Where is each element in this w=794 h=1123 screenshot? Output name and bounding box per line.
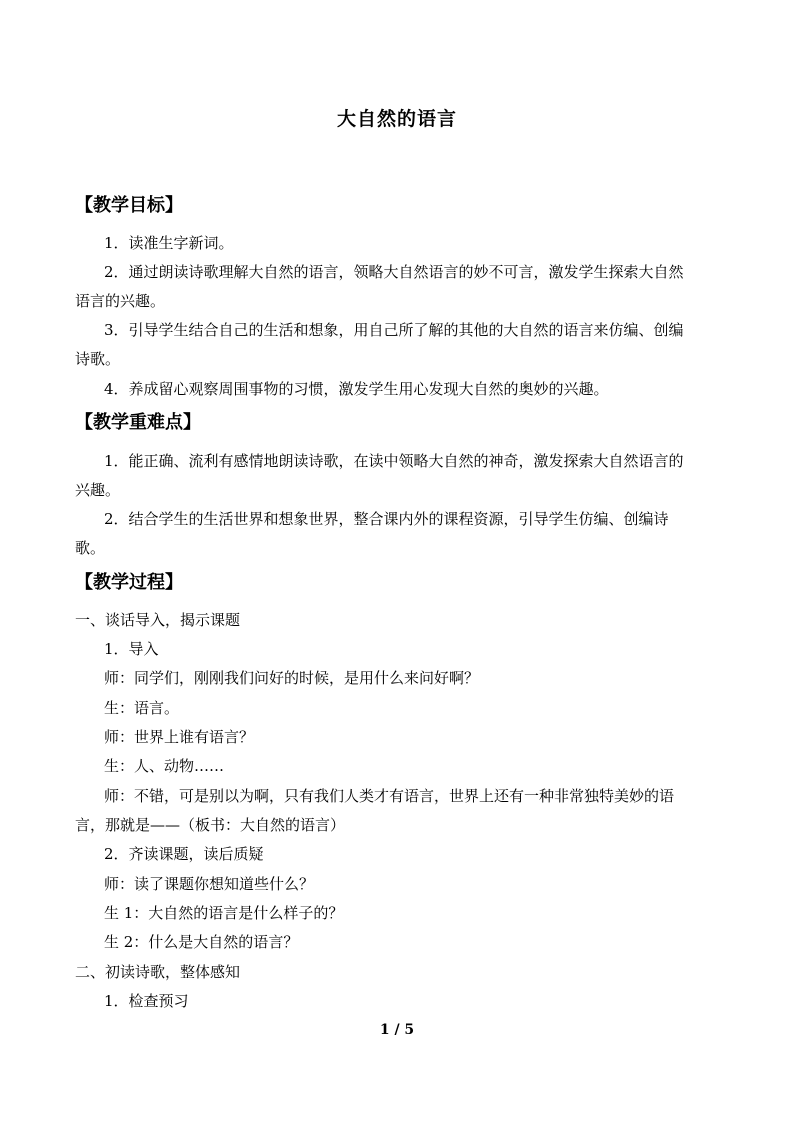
process-line: 师：世界上谁有语言？: [104, 728, 255, 746]
process-line: 生 1：大自然的语言是什么样子的？: [104, 904, 344, 922]
key-line: 歌。: [75, 539, 106, 557]
process-line: 生：语言。: [104, 699, 180, 717]
page-number: 1 / 5: [379, 1022, 415, 1038]
key-line: 1．能正确、流利有感情地朗读诗歌，在读中领略大自然的神奇，激发探索大自然语言的: [104, 452, 684, 470]
goal-line: 2．通过朗读诗歌理解大自然的语言，领略大自然语言的妙不可言，激发学生探索大自然: [104, 263, 684, 281]
goals-heading: 【教学目标】: [75, 195, 183, 216]
goal-line: 1．读准生字新词。: [104, 234, 234, 252]
process-line: 1．检查预习: [104, 992, 189, 1010]
key-heading: 【教学重难点】: [75, 412, 201, 433]
document-title: 大自然的语言: [336, 108, 457, 130]
process-line: 2．齐读课题，读后质疑: [104, 845, 264, 863]
process-line: 二、初读诗歌，整体感知: [75, 963, 241, 981]
key-line: 兴趣。: [75, 481, 121, 499]
process-line: 师：不错，可是别以为啊，只有我们人类才有语言，世界上还有一种非常独特美妙的语: [104, 787, 675, 805]
process-line: 师：读了课题你想知道些什么？: [104, 875, 315, 893]
process-line: 师：同学们，刚刚我们问好的时候，是用什么来问好啊？: [104, 669, 480, 687]
key-line: 2．结合学生的生活世界和想象世界，整合课内外的课程资源，引导学生仿编、创编诗: [104, 510, 669, 528]
goal-line: 诗歌。: [75, 350, 121, 368]
process-heading: 【教学过程】: [75, 572, 183, 593]
process-line: 一、谈话导入，揭示课题: [75, 611, 241, 629]
goal-line: 3．引导学生结合自己的生活和想象，用自己所了解的其他的大自然的语言来仿编、创编: [104, 321, 684, 339]
goal-line: 4．养成留心观察周围事物的习惯，激发学生用心发现大自然的奥妙的兴趣。: [104, 380, 609, 398]
process-line: 生 2：什么是大自然的语言？: [104, 933, 299, 951]
process-line: 1．导入: [104, 640, 159, 658]
process-line: 言，那就是——（板书：大自然的语言）: [75, 816, 346, 834]
goal-line: 语言的兴趣。: [75, 292, 166, 310]
process-line: 生：人、动物……: [104, 757, 225, 775]
